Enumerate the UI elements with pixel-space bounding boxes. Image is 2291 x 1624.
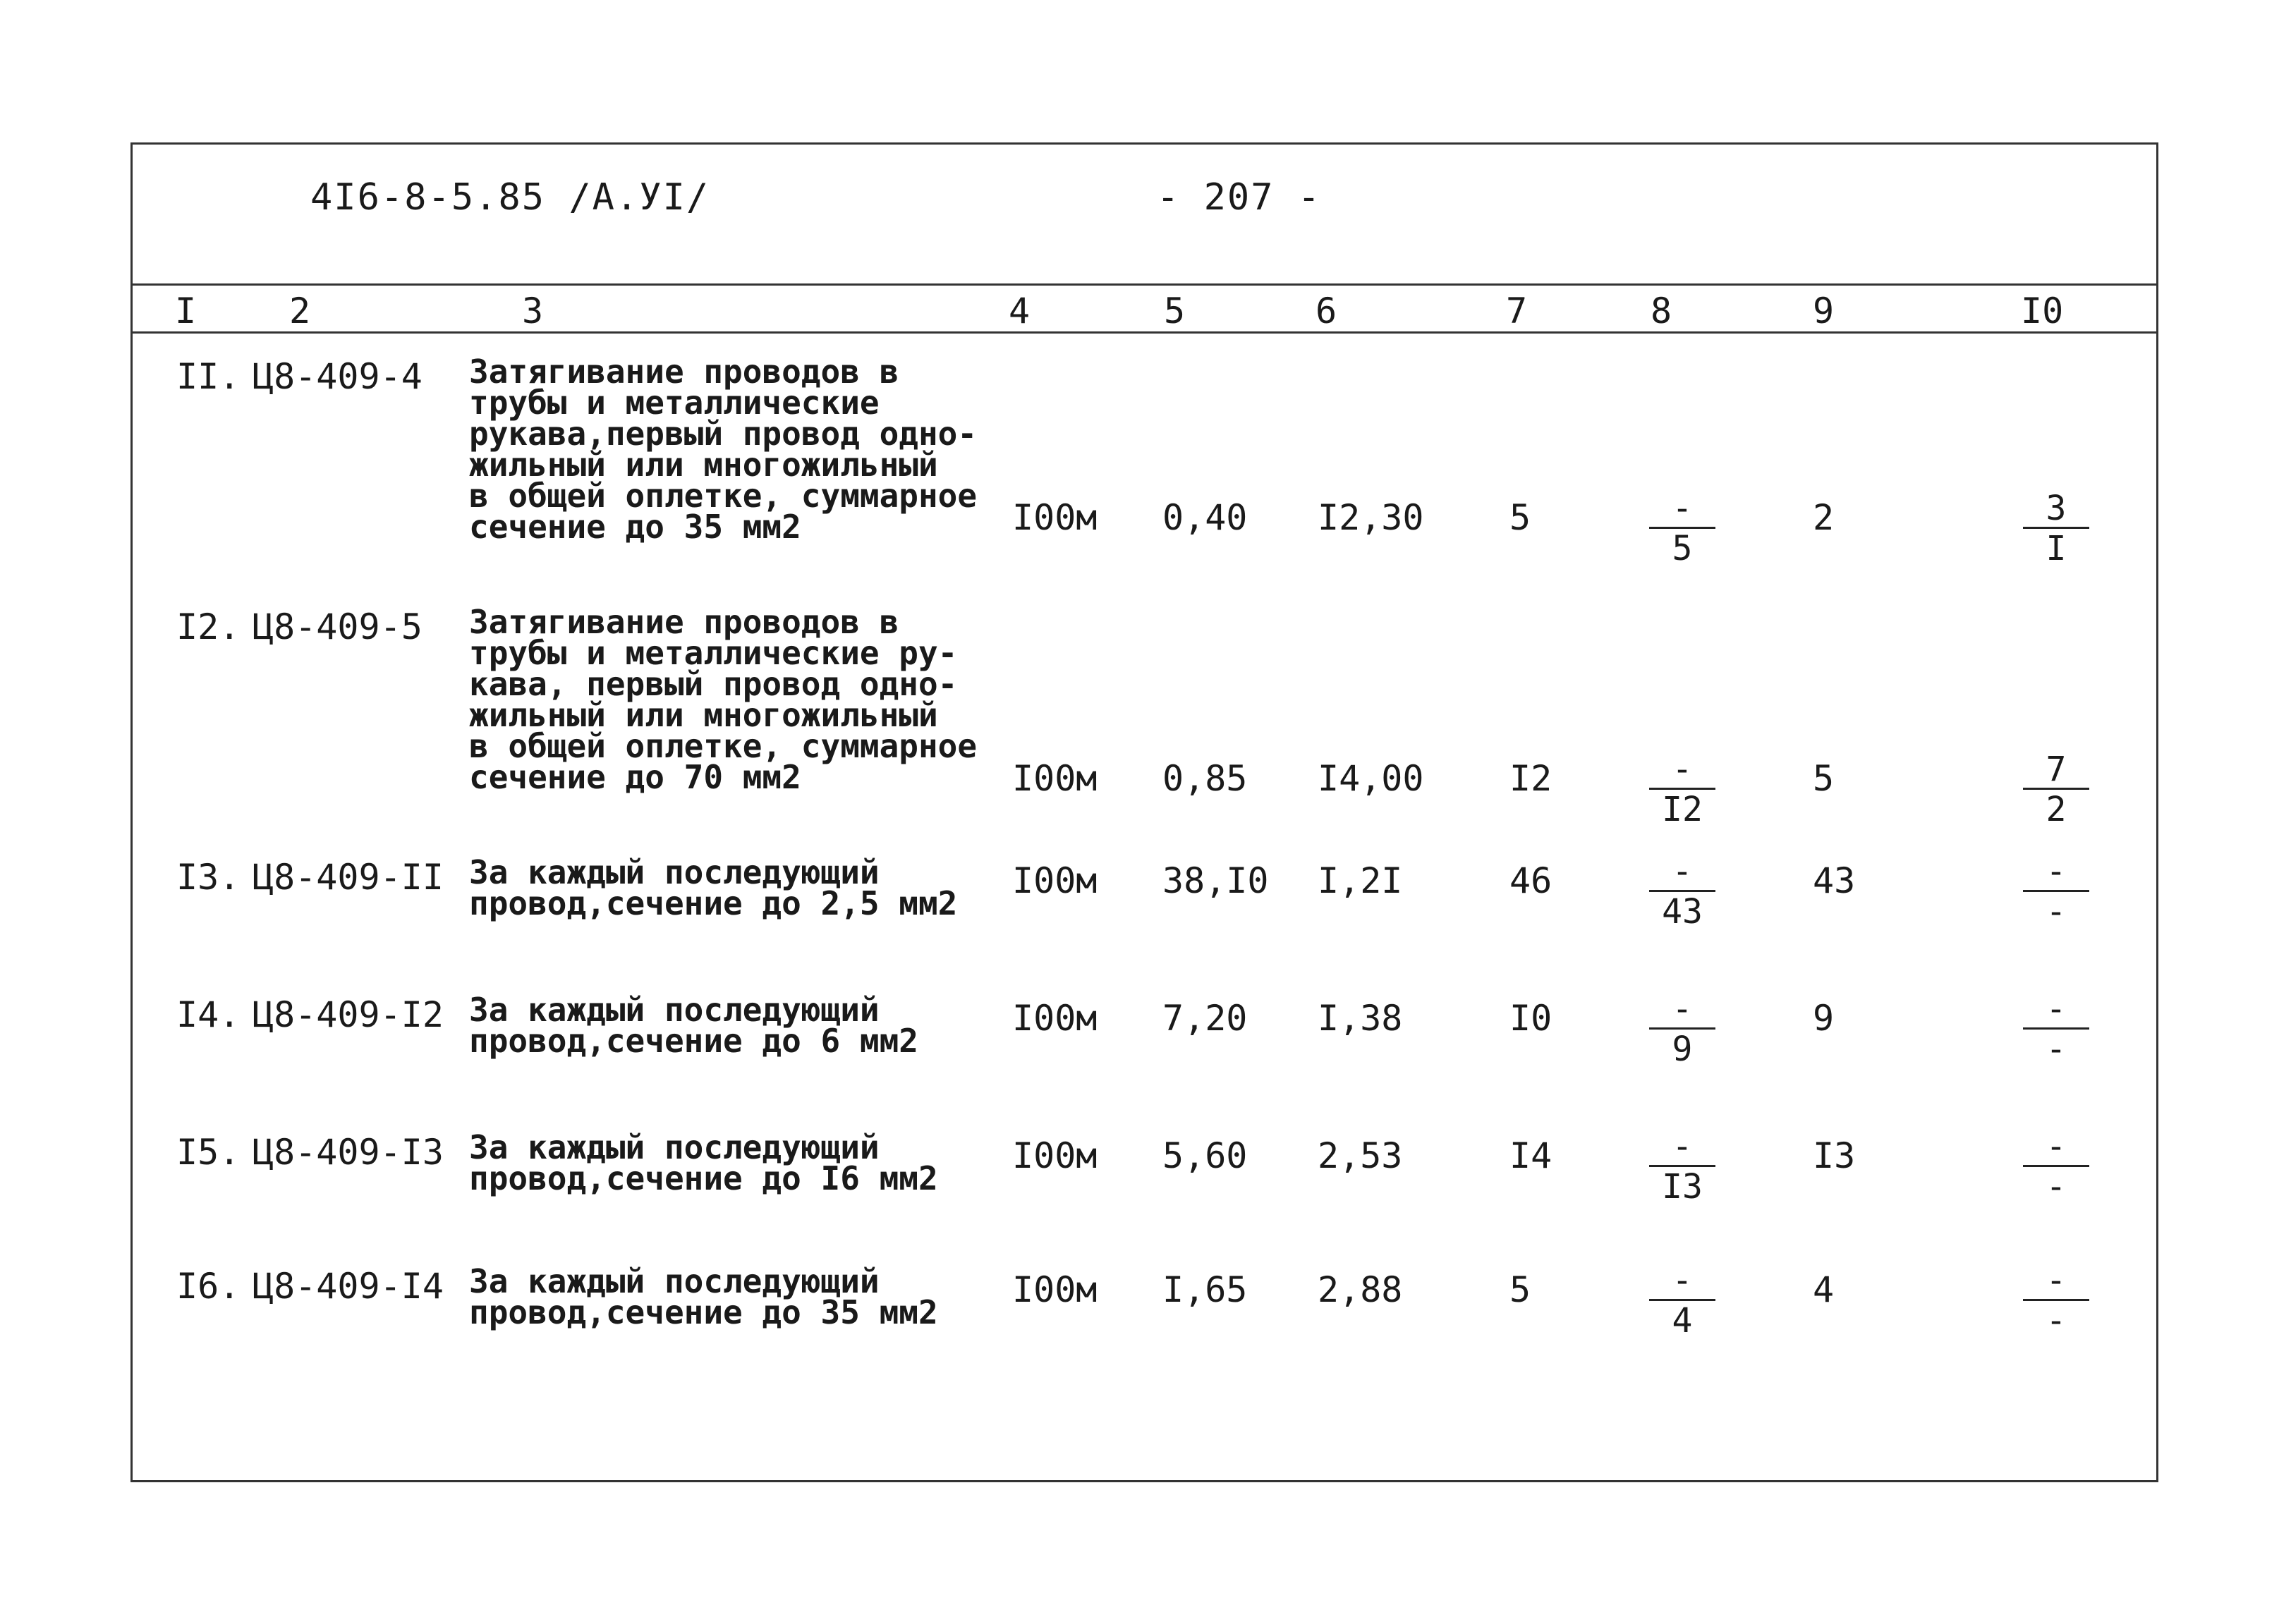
- row-col7: I4: [1509, 1135, 1552, 1176]
- row-description: Затягивание проводов в трубы и металлические рукава,первый провод одно- жильный или многожильный в общей оплетке, суммарное сечение до 35 мм2: [469, 353, 978, 546]
- row-col6: I,2I: [1318, 860, 1403, 901]
- row-col9: 5: [1813, 758, 1835, 799]
- row-col8-denominator: 5: [1672, 529, 1693, 568]
- row-col6: I4,00: [1318, 758, 1424, 799]
- row-code: Ц8-409-I2: [253, 994, 444, 1035]
- row-code: Ц8-409-II: [253, 857, 444, 898]
- row-col10-numerator: -: [2046, 1127, 2067, 1166]
- row-col6: 2,53: [1318, 1135, 1403, 1176]
- row-col8: [1643, 852, 1721, 932]
- row-col10-denominator: -: [2046, 1167, 2067, 1207]
- row-col8-numerator: -: [1672, 1127, 1693, 1166]
- row-col8: [1643, 1261, 1721, 1341]
- row-col10: [2017, 750, 2095, 829]
- row-col8: [1643, 750, 1721, 829]
- row-description: За каждый последующий провод,сечение до 35 мм2: [469, 1262, 938, 1331]
- row-description: За каждый последующий провод,сечение до 2,5 мм2: [469, 853, 958, 922]
- row-col8-numerator: -: [1672, 489, 1693, 528]
- row-index: I4.: [176, 994, 241, 1035]
- row-col10-denominator: -: [2046, 892, 2067, 932]
- row-col5: 0,40: [1162, 497, 1248, 538]
- column-number-3: 3: [522, 291, 544, 331]
- row-col10: [2017, 1127, 2095, 1207]
- row-col9: I3: [1813, 1135, 1856, 1176]
- row-col8-denominator: I3: [1662, 1167, 1703, 1207]
- row-col10-numerator: 7: [2046, 750, 2067, 789]
- row-col8-denominator: 9: [1672, 1030, 1693, 1069]
- row-col6: I2,30: [1318, 497, 1424, 538]
- row-col8: [1643, 490, 1721, 566]
- row-col5: 0,85: [1162, 758, 1248, 799]
- row-col7: 5: [1509, 497, 1531, 538]
- row-code: Ц8-409-4: [253, 356, 423, 397]
- row-col10-denominator: -: [2046, 1301, 2067, 1341]
- row-col8-denominator: I2: [1662, 790, 1703, 829]
- row-col7: 46: [1509, 860, 1552, 901]
- row-col8-denominator: 4: [1672, 1301, 1693, 1341]
- row-col10: [2017, 852, 2095, 932]
- column-number-9: 9: [1813, 291, 1835, 331]
- row-col10-denominator: -: [2046, 1030, 2067, 1069]
- row-col10-denominator: I: [2046, 529, 2067, 568]
- row-unit: I00м: [1012, 1269, 1098, 1310]
- column-number-1: I: [175, 291, 197, 331]
- row-col8: [1643, 989, 1721, 1069]
- column-number-8: 8: [1651, 291, 1672, 331]
- row-col7: I2: [1509, 758, 1552, 799]
- row-unit: I00м: [1012, 998, 1098, 1039]
- column-number-6: 6: [1315, 291, 1337, 331]
- header-top-rule: [133, 283, 2157, 286]
- row-unit: I00м: [1012, 497, 1098, 538]
- row-col10-numerator: -: [2046, 1261, 2067, 1300]
- column-number-4: 4: [1009, 291, 1031, 331]
- row-col6: 2,88: [1318, 1269, 1403, 1310]
- document-code: 4I6-8-5.85 /А.УI/: [310, 176, 710, 219]
- row-code: Ц8-409-5: [253, 606, 423, 647]
- row-col10-numerator: 3: [2046, 489, 2067, 528]
- row-index: I5.: [176, 1132, 241, 1173]
- column-number-10: I0: [2021, 291, 2064, 331]
- row-col10-denominator: 2: [2046, 790, 2067, 829]
- row-col10-numerator: -: [2046, 852, 2067, 891]
- row-unit: I00м: [1012, 1135, 1098, 1176]
- row-col8-numerator: -: [1672, 750, 1693, 789]
- row-col7: 5: [1509, 1269, 1531, 1310]
- row-col8: [1643, 1127, 1721, 1207]
- row-col8-numerator: -: [1672, 1261, 1693, 1300]
- row-col10-numerator: -: [2046, 989, 2067, 1029]
- row-col9: 43: [1813, 860, 1856, 901]
- row-col5: 38,I0: [1162, 860, 1269, 901]
- row-col8-numerator: -: [1672, 852, 1693, 891]
- row-col7: I0: [1509, 998, 1552, 1039]
- row-unit: I00м: [1012, 758, 1098, 799]
- row-col6: I,38: [1318, 998, 1403, 1039]
- row-description: За каждый последующий провод,сечение до 6 мм2: [469, 991, 918, 1060]
- row-col5: 5,60: [1162, 1135, 1248, 1176]
- row-index: I2.: [176, 606, 241, 647]
- row-code: Ц8-409-I4: [253, 1266, 444, 1307]
- row-col9: 4: [1813, 1269, 1835, 1310]
- row-col10: [2017, 490, 2095, 566]
- row-col8-numerator: -: [1672, 989, 1693, 1029]
- row-col5: I,65: [1162, 1269, 1248, 1310]
- header-bottom-rule: [133, 331, 2157, 334]
- row-unit: I00м: [1012, 860, 1098, 901]
- row-col10: [2017, 989, 2095, 1069]
- row-col10: [2017, 1261, 2095, 1341]
- row-description: Затягивание проводов в трубы и металлические ру- кава, первый провод одно- жильный или многожильный в общей оплетке, суммарное сечение до 70 мм2: [469, 603, 978, 796]
- row-col9: 2: [1813, 497, 1835, 538]
- column-number-5: 5: [1164, 291, 1186, 331]
- row-code: Ц8-409-I3: [253, 1132, 444, 1173]
- row-col5: 7,20: [1162, 998, 1248, 1039]
- row-col9: 9: [1813, 998, 1835, 1039]
- column-number-2: 2: [289, 291, 311, 331]
- column-number-7: 7: [1506, 291, 1528, 331]
- row-col8-denominator: 43: [1662, 892, 1703, 932]
- page-number: - 207 -: [1157, 176, 1322, 219]
- row-description: За каждый последующий провод,сечение до I6 мм2: [469, 1128, 938, 1197]
- row-index: I6.: [176, 1266, 241, 1307]
- row-index: I3.: [176, 857, 241, 898]
- row-index: II.: [176, 356, 241, 397]
